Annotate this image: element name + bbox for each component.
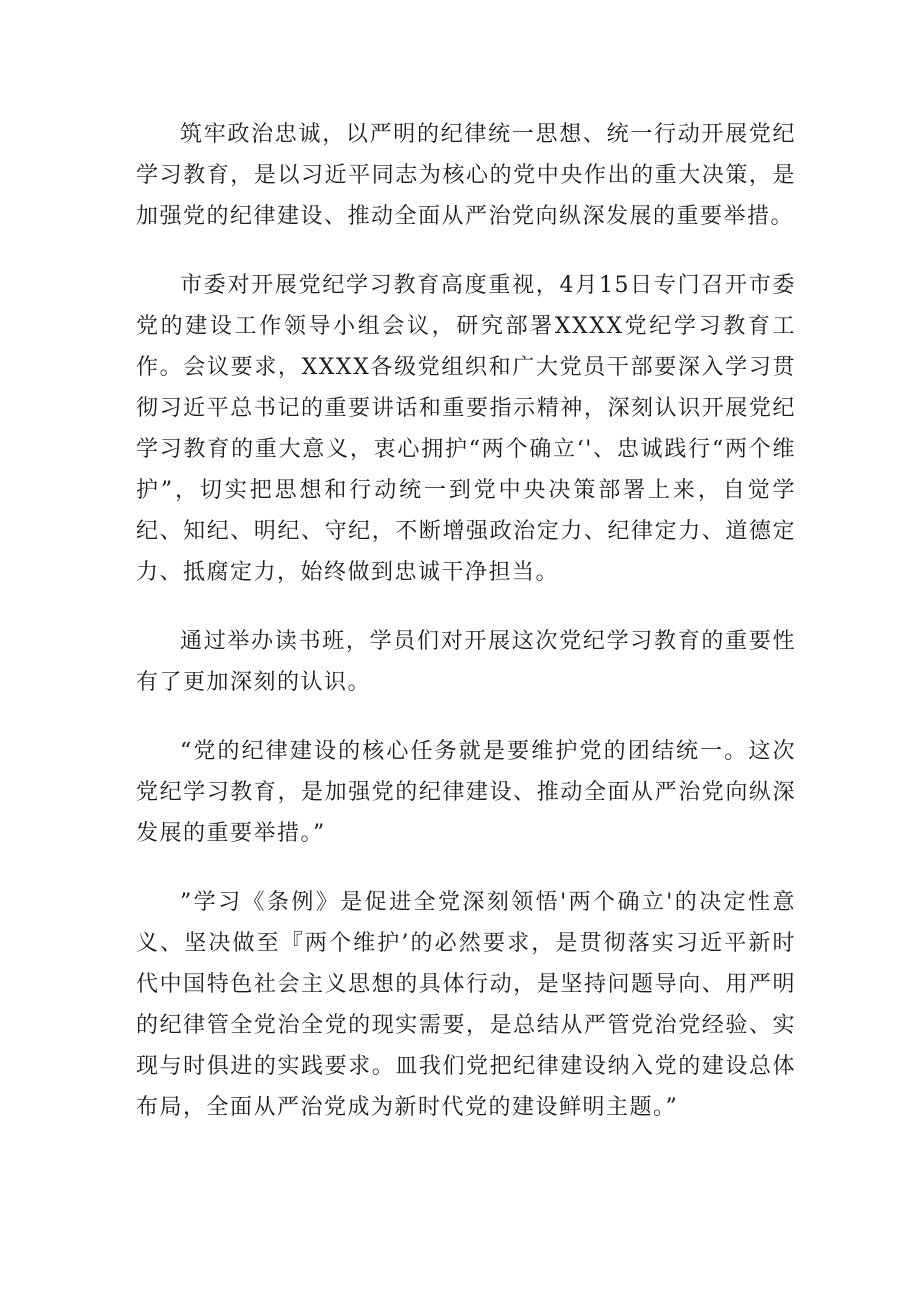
paragraph-4: “党的纪律建设的核心任务就是要维护党的团结统一。这次党纪学习教育，是加强党的纪律建设、推动全面从严治党向纵深发展的重要举措。” <box>136 739 796 846</box>
paragraph-5: ”学习《条例》是促进全党深刻领悟'两个确立'的决定性意义、坚决做至『两个维护’的必然要求，是贯彻落实习近平新时代中国特色社会主义思想的具体行动，是坚持问题导向、用严明的纪律管全党治全党的现实需要，是总结从严管党治党经验、实现与时俱进的实践要求。皿我们党把纪律建设纳入党的建设总体布局，全面从严治党成为新时代党的建设鲜明主题。” <box>136 890 796 1120</box>
document-body <box>136 114 796 1156</box>
paragraph-2: 市委对开展党纪学习教育高度重视，4月15日专门召开市委党的建设工作领导小组会议，研究部署XXXX党纪学习教育工作。会议要求，XXXX各级党组织和广大党员干部要深入学习贯彻习近平总书记的重要讲话和重要指示精神，深刻认识开展党纪学习教育的重大意义，衷心拥护“两个确立‘'、忠诚践行“两个维护”，切实把思想和行动统一到党中央决策部署上来，自觉学纪、知纪、明纪、守纪，不断增强政治定力、纪律定力、道德定力、抵腐定力，始终做到忠诚干净担当。 <box>136 273 796 585</box>
paragraph-3: 通过举办读书班，学员们对开展这次党纪学习教育的重要性有了更加深刻的认识。 <box>136 629 796 695</box>
paragraph-1: 筑牢政治忠诚，以严明的纪律统一思想、统一行动开展党纪学习教育，是以习近平同志为核心的党中央作出的重大决策，是加强党的纪律建设、推动全面从严治党向纵深发展的重要举措。 <box>136 122 796 229</box>
